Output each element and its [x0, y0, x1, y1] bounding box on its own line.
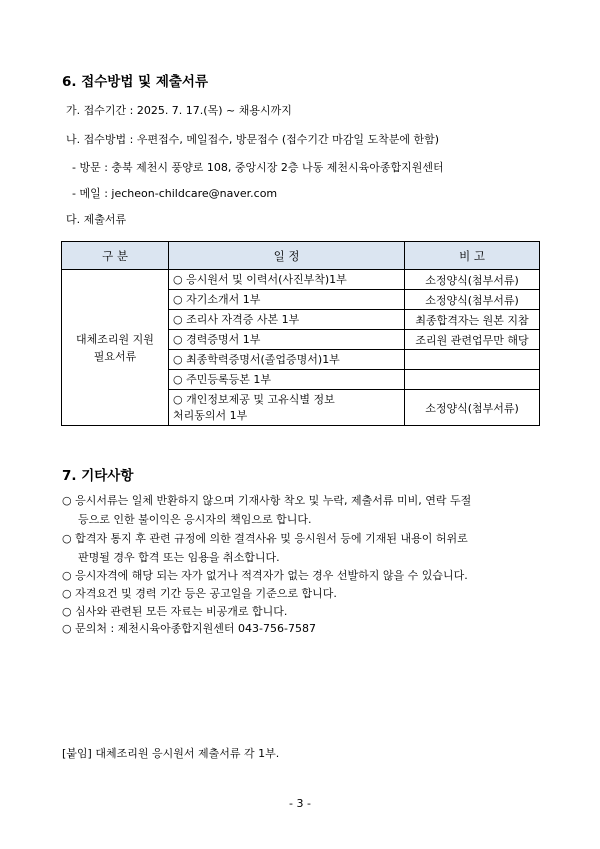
- contact-line: ○ 문의처 : 제천시육아종합지원센터 043-756-7587: [62, 622, 316, 635]
- doc-item: ○ 최종학력증명서(졸업증명서)1부: [169, 350, 405, 370]
- doc-item: ○ 주민등록등본 1부: [169, 370, 405, 390]
- section6-title: 6. 접수방법 및 제출서류: [62, 74, 208, 90]
- note-line: ○ 심사와 관련된 모든 자료는 비공개로 합니다.: [62, 605, 288, 618]
- note-line: ○ 자격요건 및 경력 기간 등은 공고일을 기준으로 합니다.: [62, 587, 337, 600]
- doc-note: 소정양식(첨부서류): [405, 290, 540, 310]
- header-category: 구 분: [62, 242, 169, 270]
- note-line: 등으로 인한 불이익은 응시자의 책임으로 합니다.: [78, 513, 312, 526]
- documents-table: [61, 241, 540, 426]
- note-line: ○ 응시서류는 일체 반환하지 않으며 기재사항 착오 및 누락, 제출서류 미비, 연락 두절: [62, 494, 472, 507]
- header-schedule: 일 정: [169, 242, 405, 270]
- category-cell: [62, 270, 169, 426]
- email-line: - 메일 : jecheon-childcare@naver.com: [72, 187, 278, 200]
- note-line: ○ 합격자 통지 후 관련 규정에 의한 결격사유 및 응시원서 등에 기재된 내용이 허위로: [62, 532, 468, 545]
- section7-title: 7. 기타사항: [62, 468, 134, 484]
- doc-note: 최종합격자는 원본 지참: [405, 310, 540, 330]
- doc-item: ○ 개인정보제공 및 고유식별 정보 처리동의서 1부: [169, 390, 405, 426]
- note-line: ○ 응시자격에 해당 되는 자가 없거나 적격자가 없는 경우 선발하지 않을 수 있습니다.: [62, 569, 468, 582]
- doc-item: ○ 조리사 자격증 사본 1부: [169, 310, 405, 330]
- documents-heading: 다. 제출서류: [66, 213, 127, 226]
- doc-note: 조리원 관련업무만 해당: [405, 330, 540, 350]
- doc-item: ○ 경력증명서 1부: [169, 330, 405, 350]
- doc-item: ○ 자기소개서 1부: [169, 290, 405, 310]
- note-line: 판명될 경우 합격 또는 임용을 취소합니다.: [78, 551, 280, 564]
- doc-note: 소정양식(첨부서류): [405, 390, 540, 426]
- visit-line: - 방문 : 충북 제천시 풍양로 108, 중앙시장 2층 나동 제천시육아종합지원센터: [72, 161, 444, 174]
- attachment-note: [붙임] 대체조리원 응시원서 제출서류 각 1부.: [62, 747, 280, 760]
- category-text: 대체조리원 지원 필요서류: [76, 332, 154, 363]
- doc-note: [405, 350, 540, 370]
- doc-item: ○ 응시원서 및 이력서(사진부착)1부: [169, 270, 405, 290]
- doc-note: 소정양식(첨부서류): [405, 270, 540, 290]
- method-line: 나. 접수방법 : 우편접수, 메일접수, 방문접수 (접수기간 마감일 도착분에 한함): [66, 133, 440, 146]
- header-note: 비 고: [405, 242, 540, 270]
- doc-note: [405, 370, 540, 390]
- period-line: 가. 접수기간 : 2025. 7. 17.(목) ~ 채용시까지: [66, 104, 292, 117]
- page-number: - 3 -: [289, 797, 311, 810]
